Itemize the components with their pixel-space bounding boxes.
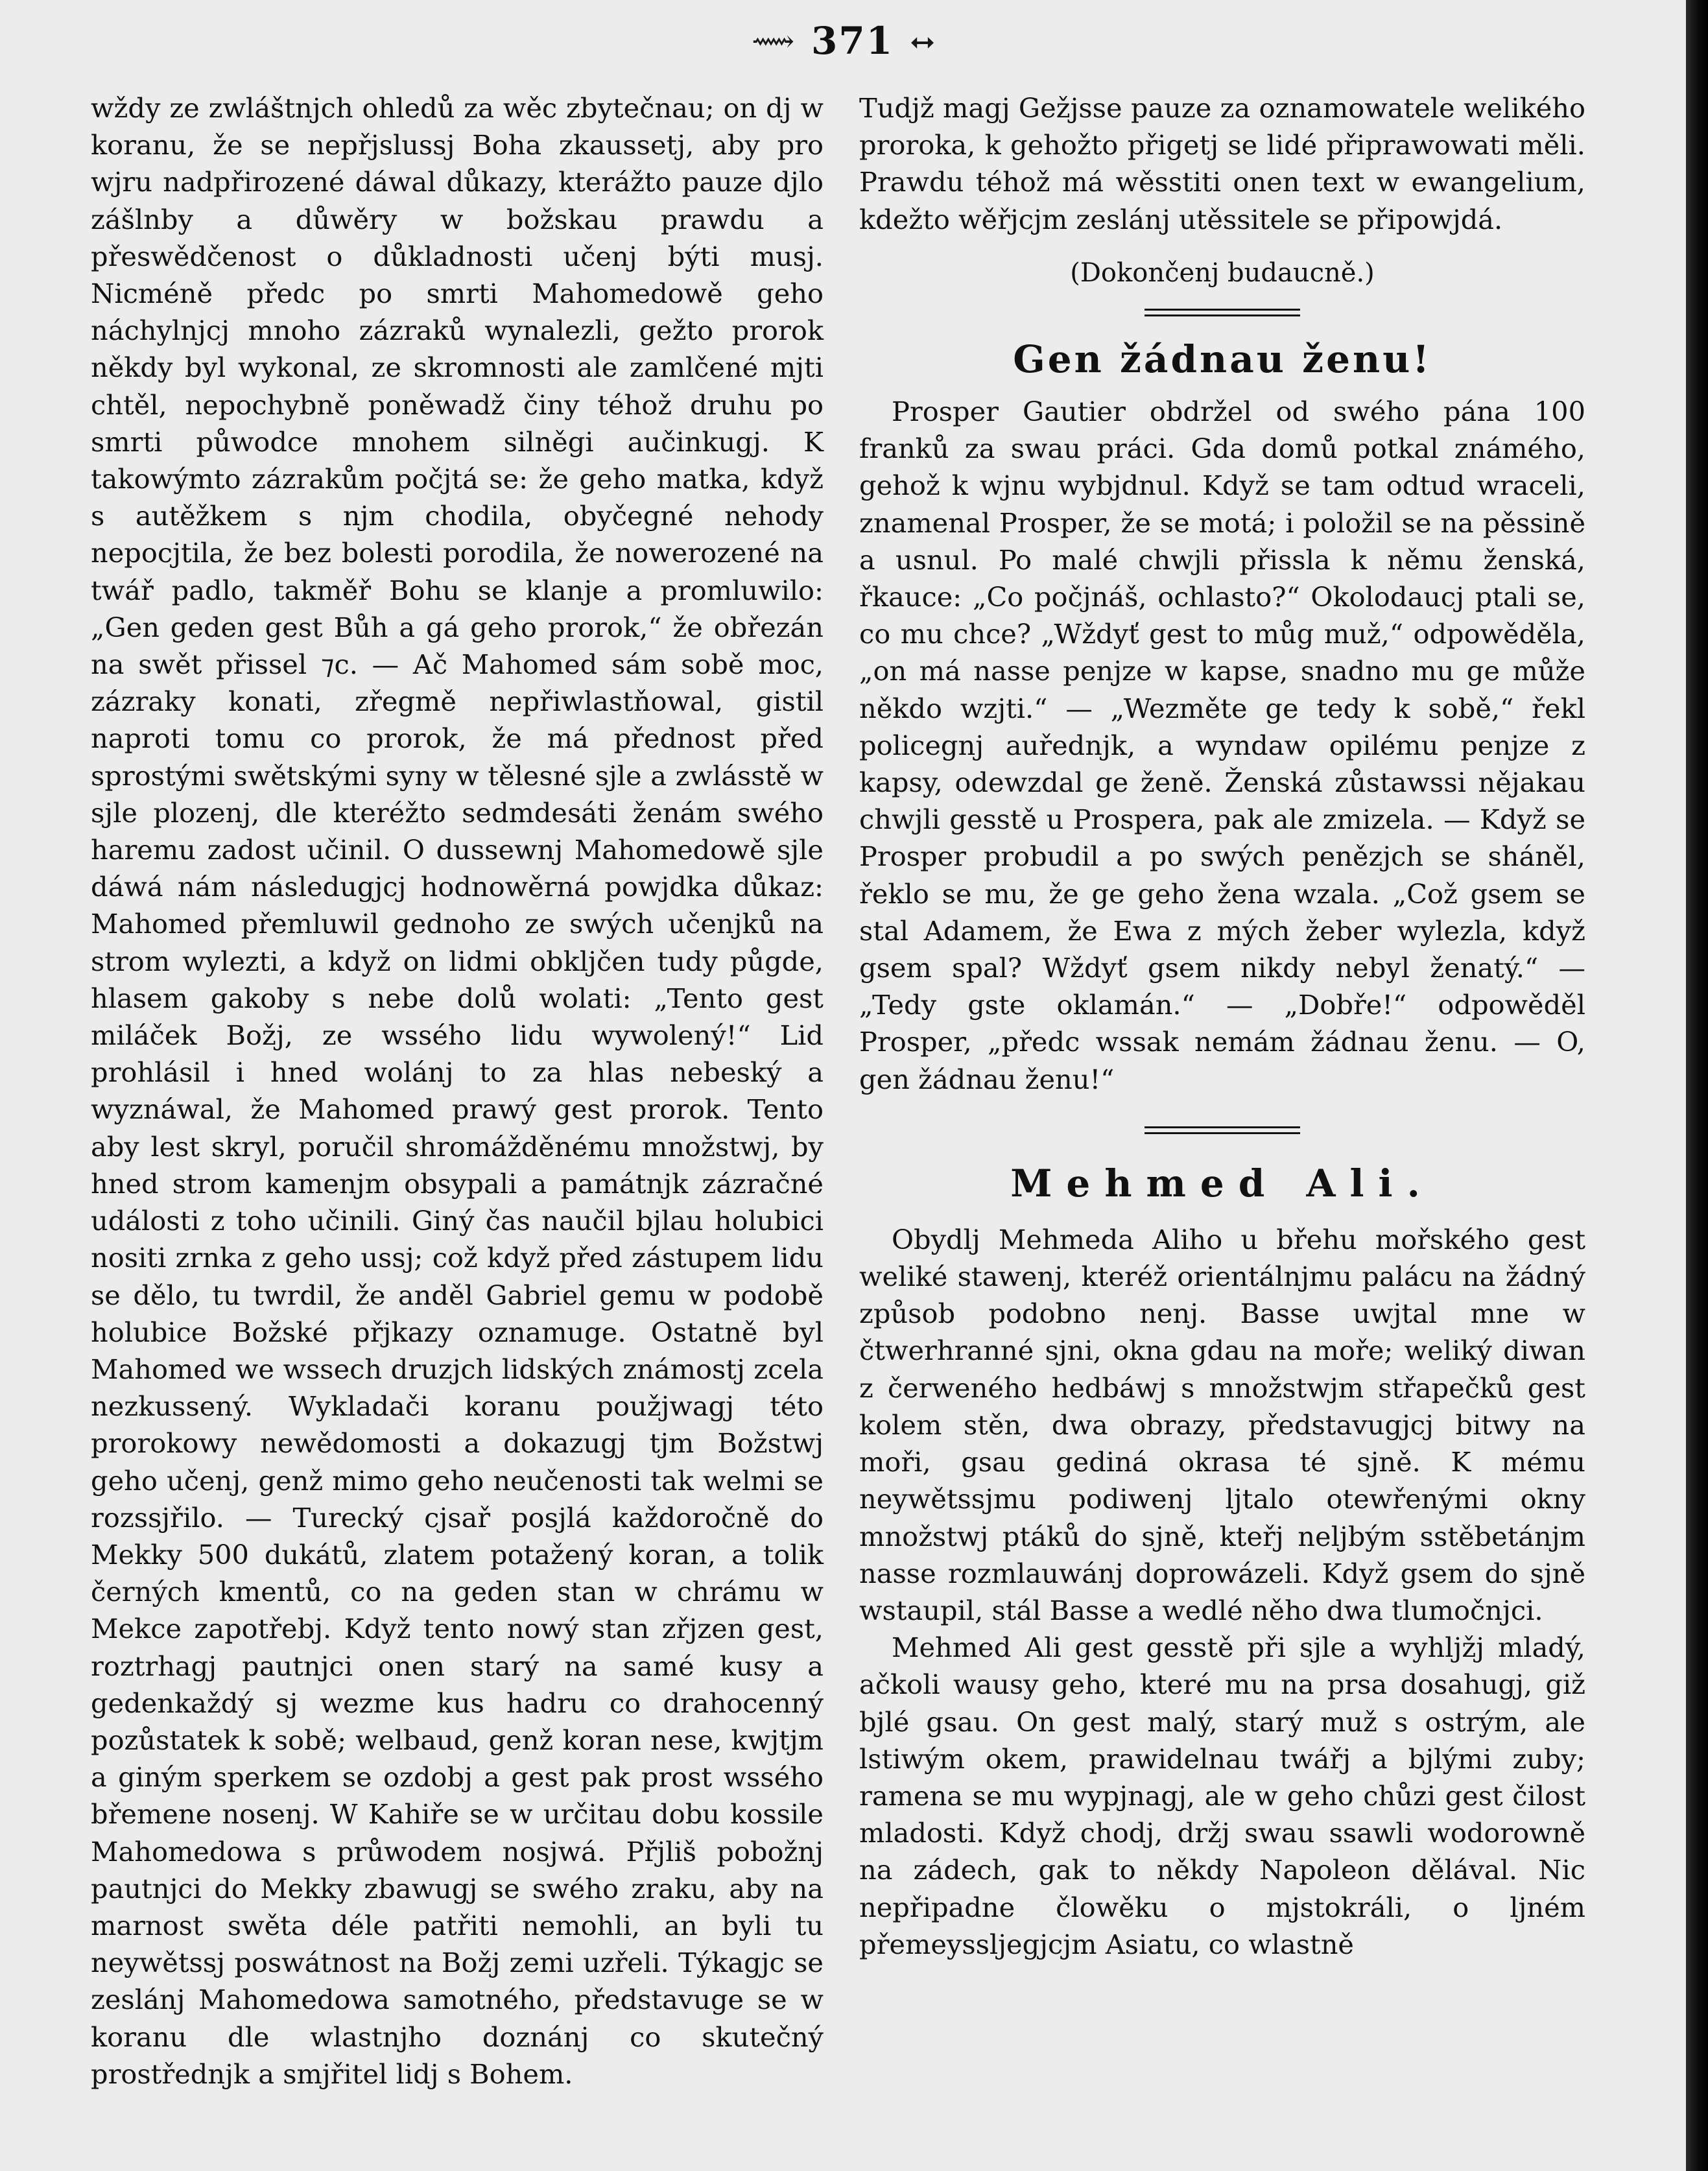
page-edge-shadow bbox=[1686, 0, 1708, 2171]
to-be-continued-note: (Dokončenj budaucně.) bbox=[1070, 257, 1375, 288]
right-column-continuation: Tudjž magj Gežjsse pauze za oznamowatele welikého proroka, k gehožto přigetj se lidé připrawowati měli. Prawdu téhož má wěsstiti onen text w ewangelium, kdežto wěřjcjm zeslánj utěssitele se připowjdá. bbox=[859, 92, 1585, 235]
section-divider bbox=[1145, 1126, 1300, 1134]
page-number: 371 bbox=[811, 19, 894, 63]
ornament-left-icon: ⟿ bbox=[752, 23, 795, 58]
article-title-gen-zadnau-zenu: Gen žádnau ženu! bbox=[1013, 337, 1432, 382]
section-divider bbox=[1145, 309, 1300, 316]
article-paragraph-1: Obydlj Mehmeda Aliho u břehu mořského gest weliké stawenj, kteréž orientálnjmu palácu na žádný způsob podobno nenj. Basse uwjtal mne w čtwerhranné sjni, okna gdau na moře; weliký diwan z čerweného hedbáwj s množstwjm střapečků gest kolem stěn, dwa obrazy, představugjcj bitwy na moři, gsau gediná okrasa té sjně. K mému neywětssjmu podiwenj ljtalo otewřenými okny množstwj ptáků do sjně, kteřj neljbým sstěbetánjm nasse rozmlauwánj doprowázeli. Když gsem do sjně wstaupil, stál Basse a wedlé něho dwa tlumočnjci. bbox=[859, 1223, 1585, 1626]
left-column-text: wždy ze zwláštnjch ohledů za wěc zbytečnau; on dj w koranu, že se nepřjslussj Boha zkaussetj, aby pro wjru nadpřirozené dáwal důkazy, kterážto pauze djlo zášlnby a důwěry w božskau prawdu a přeswědčenost o důkladnosti učenj býti musj. Nicméně předc po smrti Mahomedowě geho náchylnjcj mnoho zázraků wynalezli, gežto prorok někdy byl wykonal, ze skromnosti ale zamlčené mjti chtěl, nepochybně poněwadž činy téhož druhu po smrti půwodce mnohem silněgi aučinkugj. K takowýmto zázrakům počjtá se: že geho matka, když s autěžkem s njm chodila, obyčegné nehody nepocjtila, že bez bolesti porodila, že nowerozené na twář padlo, takměř Bohu se klanje a promluwilo: „Gen geden gest Bůh a gá geho prorok,“ že obřezán na swět přissel ⁊c. — Ač Mahomed sám sobě moc, zázraky konati, zřegmě nepřiwlastňowal, gistil naproti tomu co prorok, že má přednost před sprostými swětskými syny w tělesné sjle a zwlásstě w sjle plozenj, dle kteréžto sedmdesáti ženám swého haremu zadost učinil. O dussewnj Mahomedowě sjle dáwá nám následugjcj hodnowěrná powjdka důkaz: Mahomed přemluwil gednoho ze swých učenjků na strom wylezti, a když on lidmi obkljčen tudy půgde, hlasem gakoby s nebe dolů wolati: „Tento gest miláček Božj, ze wssého lidu wywolený!“ Lid prohlásil i hned wolánj to za hlas nebeský a wyznáwal, že Mahomed prawý gest prorok. Tento aby lest skryl, poručil shromážděnému množstwj, by hned strom kamenjm obsypali a památnjk zázračné události z toho učinili. Giný čas naučil bjlau holubici nositi zrnka z geho ussj; což když před zástupem lidu se dělo, tu twrdil, že anděl Gabriel gemu w podobě holubice Božské přjkazy oznamuge. Ostatně byl Mahomed we wssech druzjch lidských známostj zcela nezkussený. Wykladači koranu použjwagj této prorokowy newědomosti a dokazugj tjm Božstwj geho učenj, genž mimo geho neučenosti tak welmi se rozssjřilo. — Turecký cjsař posjlá každoročně do Mekky 500 dukátů, zlatem potažený koran, a tolik černých kmentů, co na geden stan w chrámu w Mekce zapotřebj. Když tento nowý stan zřjzen gest, roztrhagj pautnjci onen starý na samé kusy a gedenkaždý sj wezme kus hadru co drahocenný pozůstatek k sobě; welbaud, genž koran nese, kwjtjm a giným sperkem se ozdobj a gest pak prost wssého břemene nosenj. W Kahiře se w určitau dobu kossile Mahomedowa s průwodem nosjwá. Přjliš pobožnj pautnjci do Mekky zbawugj se swého zraku, aby na marnost swěta déle patřiti nemohli, an byli tu neywětssj poswátnost na Božj zemi uzřeli. Týkagjc se zeslánj Mahomedowa samotného, představuge se w koranu dle wlastnjho doznánj co skutečný prostřednjk a smjřitel lidj s Bohem. bbox=[91, 92, 824, 2090]
page-header bbox=[0, 12, 1686, 70]
right-column bbox=[859, 89, 1585, 1963]
article-title-mehmed-ali: Mehmed Ali. bbox=[1010, 1161, 1434, 1205]
article-body-gen-zadnau-zenu: Prosper Gautier obdržel od swého pána 100 franků za swau práci. Gda domů potkal známého, gehož k wjnu wybjdnul. Když se tam odtud wraceli, znamenal Prosper, že se motá; i položil se na pěssině a usnul. Po malé chwjli přissla k němu ženská, řkauce: „Co počjnáš, ochlasto?“ Okolodaucj ptali se, co mu chce? „Wždyť gest to můg muž,“ odpowěděla, „on má nasse penjze w kapse, snadno mu ge může někdo wzjti.“ — „Wezměte ge tedy k sobě,“ řekl policegnj auřednjk, a wyndaw opilému penjze z kapsy, odewzdal ge ženě. Ženská zůstawssi nějakau chwjli gesstě u Prospera, pak ale zmizela. — Když se Prosper probudil a po swých penězjch se sháněl, řeklo se mu, že ge geho žena wzala. „Což gsem se stal Adamem, že Ewa z mých žeber wylezla, když gsem spal? Wždyť gsem nikdy nebyl ženatý.“ — „Tedy gste oklamán.“ — „Dobře!“ odpowěděl Prosper, „předc wssak nemám žádnau ženu. — O, gen žádnau ženu!“ bbox=[859, 396, 1585, 1095]
article-paragraph-2: Mehmed Ali gest gesstě při sjle a wyhljžj mladý, ačkoli wausy geho, které mu na prsa dosahugj, giž bjlé gsau. On gest malý, starý muž s ostrým, ale lstiwým okem, prawidelnau twářj a bjlými zuby; ramena se mu wypjnagj, ale w geho chůzi gest čilost mladosti. Když chodj, držj swau ssawli wodorowně na zádech, gak to někdy Napoleon dělával. Nic nepřipadne člowěku o mjstokráli, o ljném přemeyssljegjcjm Asiatu, co wlastně bbox=[859, 1631, 1585, 1960]
left-column bbox=[91, 89, 824, 2093]
ornament-right-icon: ⭤ bbox=[910, 23, 934, 58]
